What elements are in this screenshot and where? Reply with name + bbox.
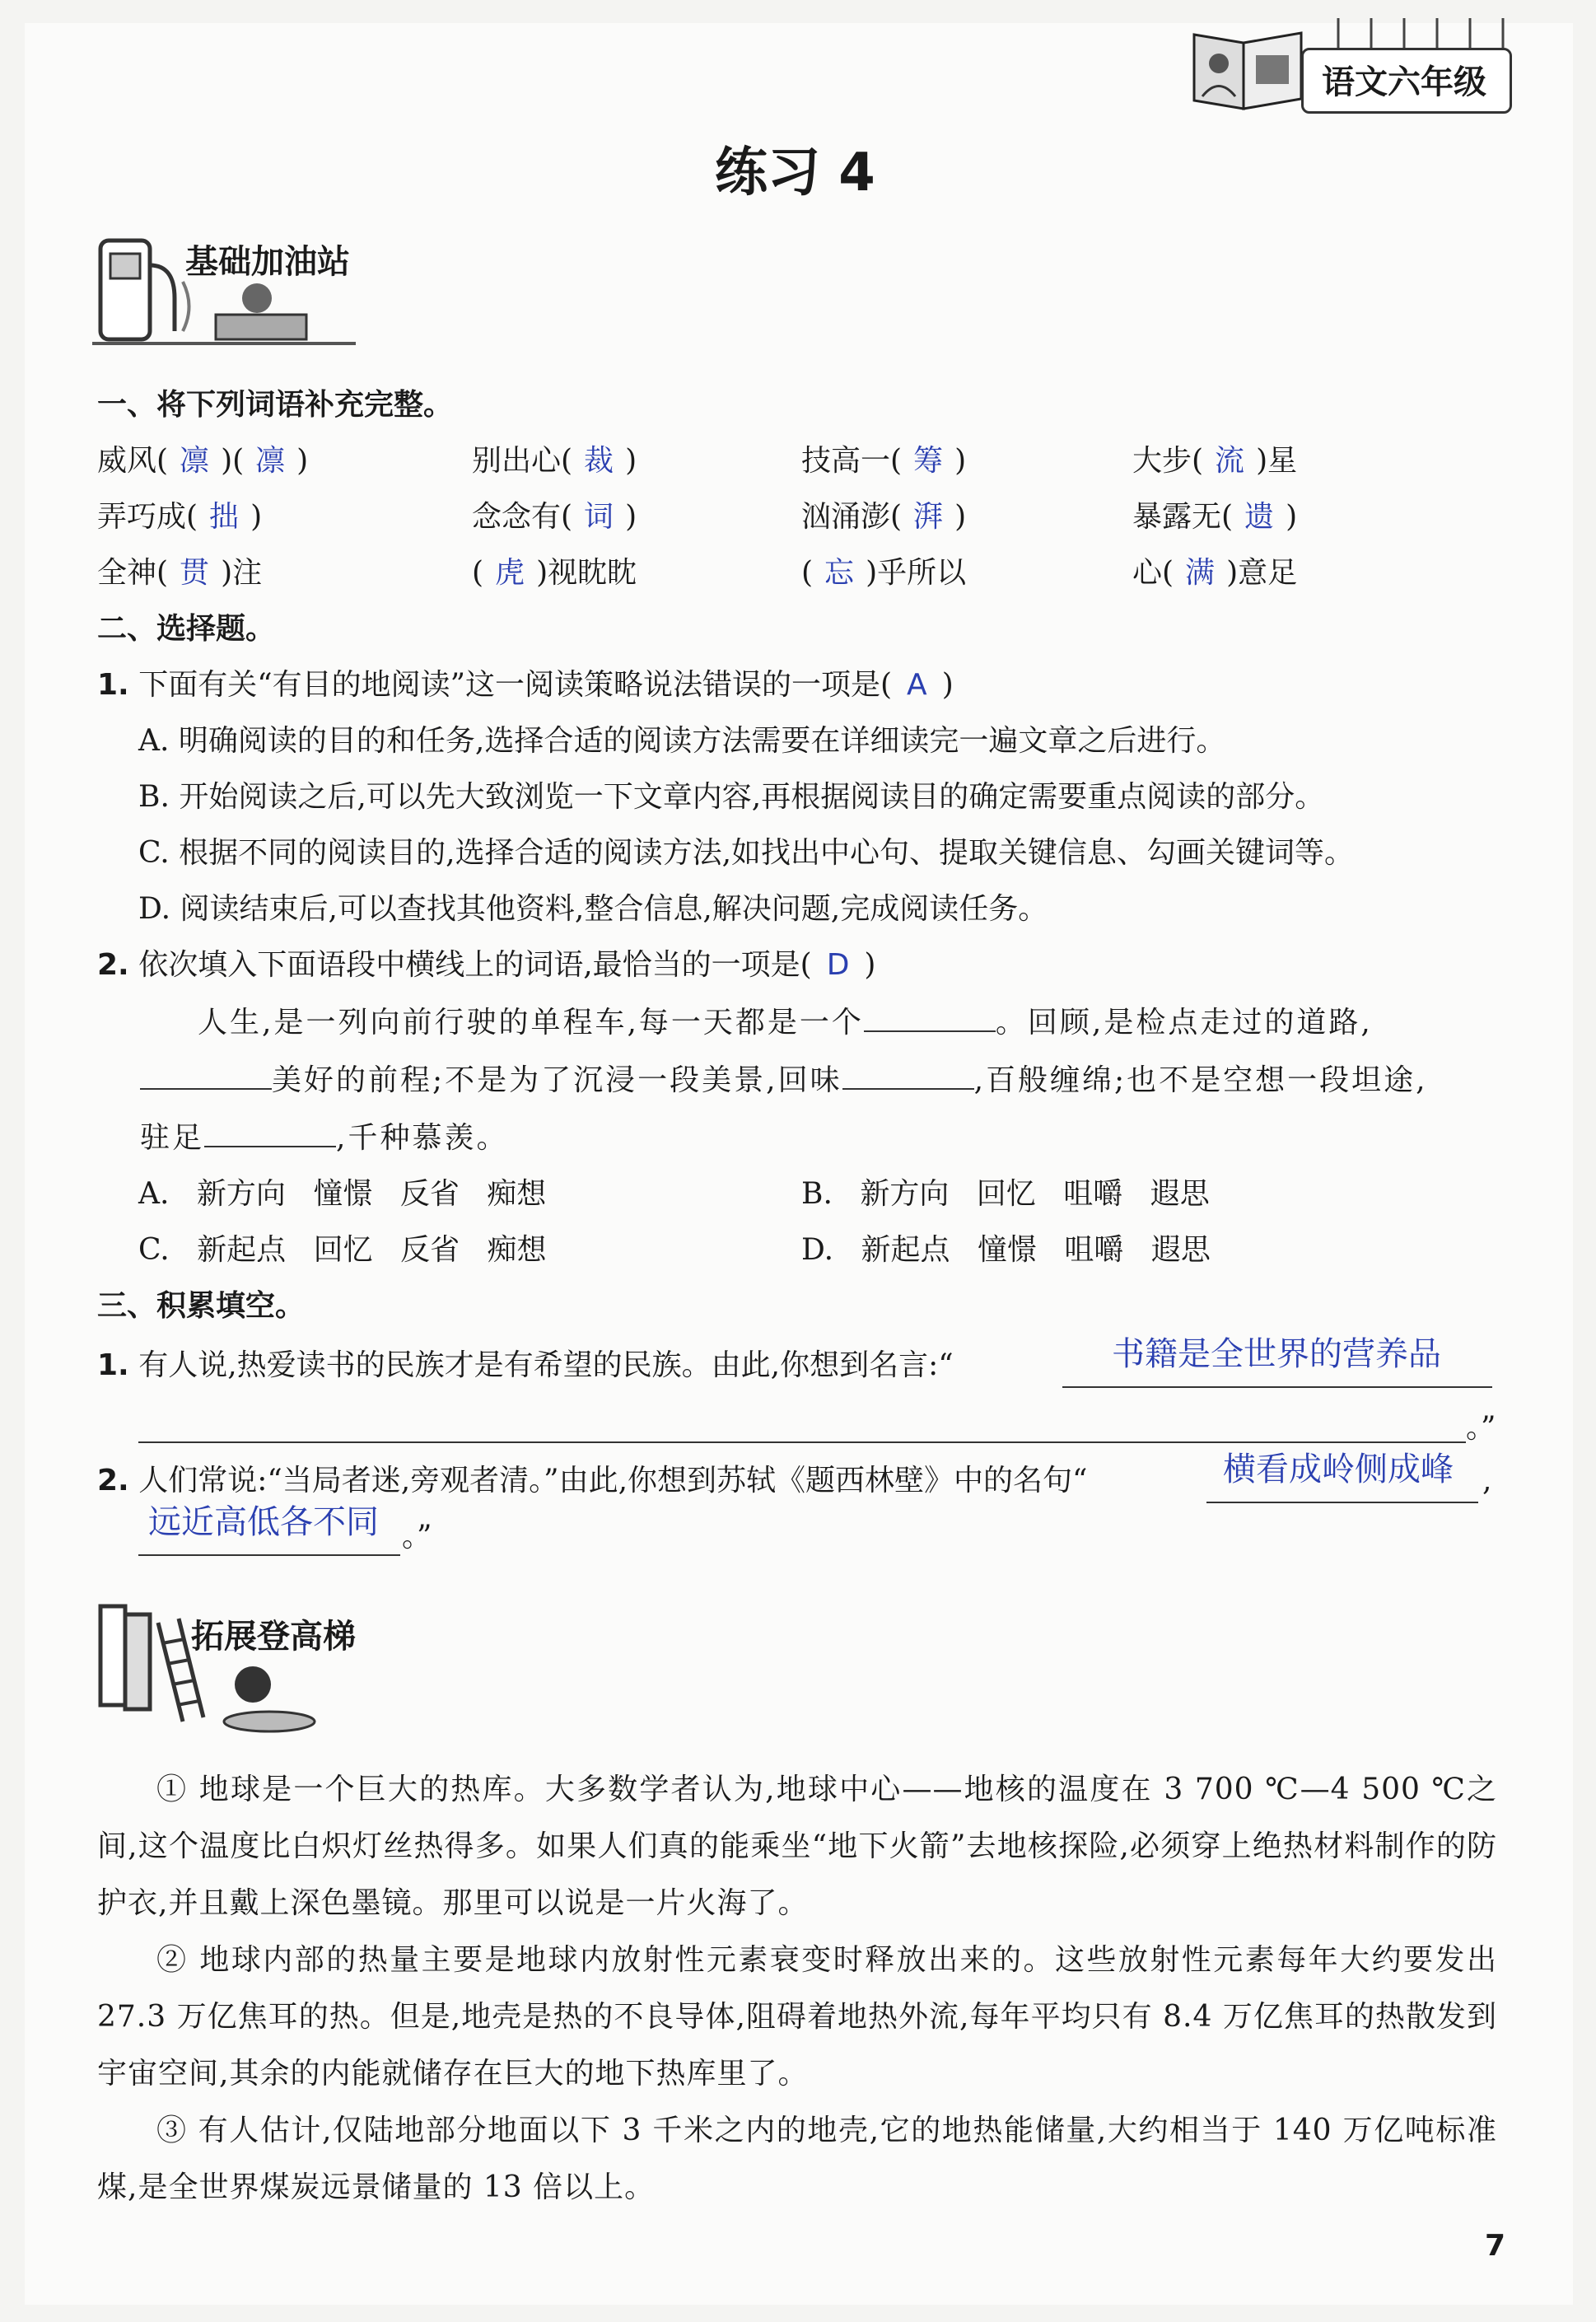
q3-s1-answer: 书籍是全世界的营养品 (1112, 1335, 1441, 1373)
page-title: 练习 4 (715, 142, 875, 203)
answer: 流 (1215, 444, 1245, 478)
answer: 凛 (180, 444, 210, 478)
q1-item: 心( 满 )意足 (1132, 556, 1298, 590)
answer: 满 (1185, 556, 1216, 590)
q1-item: ( 虎 )视眈眈 (472, 556, 637, 590)
section-badge-extend: 拓展登高梯 (191, 1618, 356, 1656)
q2-s2-option: D. 新起点 憧憬 咀嚼 遐思 (801, 1233, 1211, 1267)
answer-line (1206, 1502, 1478, 1503)
q2-s1-stem: 1. 下面有关“有目的地阅读”这一阅读策略说法错误的一项是( A ) (97, 668, 954, 702)
blank-line (204, 1146, 336, 1147)
q2-s2-option: B. 新方向 回忆 咀嚼 遐思 (801, 1177, 1210, 1211)
answer: 凛 (255, 444, 286, 478)
answer: D (826, 948, 850, 982)
q3-s2-answer1: 横看成岭侧成峰 (1223, 1451, 1454, 1488)
answer: 词 (584, 500, 614, 534)
q2-s1-option: A. 明确阅读的目的和任务,选择合适的阅读方法需要在详细读完一遍文章之后进行。 (138, 724, 1226, 758)
q1-item: 汹涌澎( 湃 ) (801, 500, 967, 534)
ruler-ticks-icon (1322, 18, 1511, 51)
section-badge-basic: 基础加油站 (185, 243, 350, 281)
q1-item: 念念有( 词 ) (472, 500, 637, 534)
q2-s2-option: A. 新方向 憧憬 反省 痴想 (138, 1177, 547, 1211)
q2-s1-option: C. 根据不同的阅读目的,选择合适的阅读方法,如找出中心句、提取关键信息、勾画关键词等。 (138, 836, 1355, 870)
reading-paragraph-2: ② 地球内部的热量主要是地球内放射性元素衰变时释放出来的。这些放射性元素每年大约要发出 27.3 万亿焦耳的热。但是,地壳是热的不良导体,阻碍着地热外流,每年平均只有 8.4 万亿焦耳的热散发到宇宙空间,其余的内能就储存在巨大的地下热库里了。 (97, 1943, 1497, 2091)
answer: 贯 (180, 556, 210, 590)
q2-passage-line: 驻足 ,千种慕羡。 (140, 1121, 509, 1155)
answer-line (138, 1554, 400, 1556)
q1-item: 弄巧成( 拙 ) (97, 500, 263, 534)
q2-s2-option: C. 新起点 回忆 反省 痴想 (138, 1233, 547, 1267)
q2-passage-line: 美好的前程;不是为了沉浸一段美景,回味 ,百般缠绵;也不是空想一段坦途, (140, 1063, 1428, 1099)
answer-line (1062, 1386, 1492, 1388)
q1-item: ( 忘 )乎所以 (801, 556, 967, 590)
book-illustration-icon (1186, 18, 1309, 117)
q3-s1-stem: 1. 有人说,热爱读书的民族才是有希望的民族。由此,你想到名言:“ (97, 1348, 954, 1382)
q1-item: 威风( 凛 )( 凛 ) (97, 444, 309, 478)
q2-s1-option: B. 开始阅读之后,可以先大致浏览一下文章内容,再根据阅读目的确定需要重点阅读的部分。 (138, 780, 1325, 814)
q3-heading: 三、积累填空。 (97, 1289, 306, 1323)
reading-paragraph-3: ③ 有人估计,仅陆地部分地面以下 3 千米之内的地壳,它的地热能储量,大约相当于 140 万亿吨标准煤,是全世界煤炭远景储量的 13 倍以上。 (97, 2114, 1497, 2204)
answer: 忘 (824, 556, 855, 590)
q3-s2-stem: 2. 人们常说:“当局者迷,旁观者清。”由此,你想到苏轼《题西林壁》中的名句“ (97, 1464, 1088, 1497)
answer: A (907, 668, 927, 702)
q2-heading: 二、选择题。 (97, 612, 276, 646)
q3-s2-comma: , (1482, 1464, 1492, 1497)
q1-item: 全神( 贯 )注 (97, 556, 263, 590)
q2-s1-option: D. 阅读结束后,可以查找其他资料,整合信息,解决问题,完成阅读任务。 (138, 892, 1048, 926)
reading-paragraph-1: ① 地球是一个巨大的热库。大多数学者认为,地球中心——地核的温度在 3 700 ℃—4 500 ℃之间,这个温度比白炽灯丝热得多。如果人们真的能乘坐“地下火箭”去地核探险,必须穿上绝热材料制作的防护衣,并且戴上深色墨镜。那里可以说是一片火海了。 (97, 1773, 1497, 1920)
q1-heading: 一、将下列词语补充完整。 (97, 388, 454, 422)
blank-line (864, 1030, 996, 1032)
answer: 湃 (913, 500, 944, 534)
q1-item: 大步( 流 )星 (1132, 444, 1298, 478)
answer-line (138, 1441, 1466, 1443)
blank-line (842, 1088, 974, 1090)
q1-item: 别出心( 裁 ) (472, 444, 637, 478)
answer: 遗 (1244, 500, 1275, 534)
blank-line (140, 1088, 272, 1090)
q1-item: 暴露无( 遗 ) (1132, 500, 1298, 534)
q2-s2-stem: 2. 依次填入下面语段中横线上的词语,最恰当的一项是( D ) (97, 948, 876, 982)
q1-item: 技高一( 筹 ) (801, 444, 967, 478)
answer: 裁 (584, 444, 614, 478)
q2-passage-line: 人生,是一列向前行驶的单程车,每一天都是一个 。回顾,是检点走过的道路, (198, 1006, 1373, 1040)
grade-badge: 语文六年级 (1322, 63, 1486, 101)
answer: 虎 (495, 556, 525, 590)
q3-s2-answer2: 远近高低各不同 (148, 1503, 379, 1541)
q3-s1-close: 。” (1466, 1411, 1496, 1445)
answer: 筹 (913, 444, 944, 478)
page-number: 7 (1485, 2229, 1506, 2263)
q3-s2-close: 。” (402, 1520, 432, 1553)
answer: 拙 (209, 500, 240, 534)
